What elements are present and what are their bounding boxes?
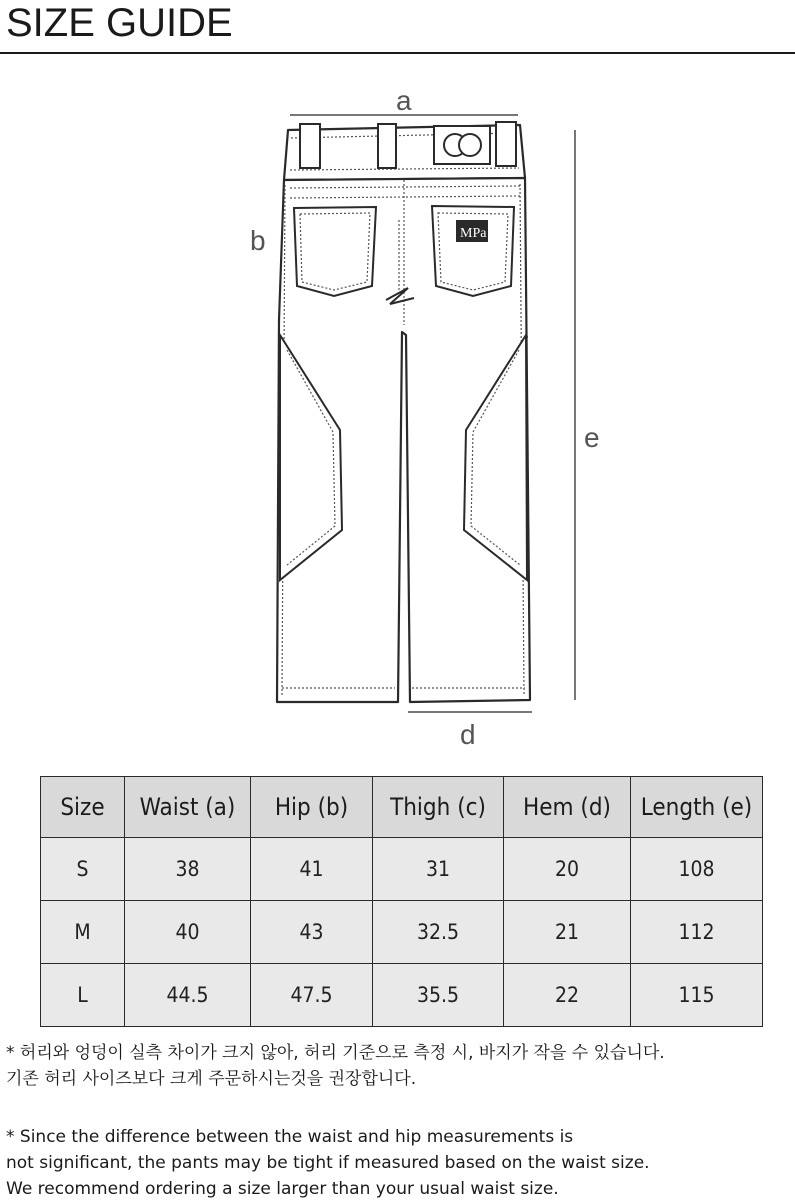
- korean-note-line-1: * 허리와 엉덩이 실측 차이가 크지 않아, 허리 기준으로 측정 시, 바지가 작을 수 있습니다.: [6, 1043, 665, 1063]
- header-size: Size: [41, 777, 125, 838]
- cell-thigh: 35.5: [373, 964, 504, 1027]
- pants-diagram: [0, 60, 795, 760]
- cell-hem: 22: [504, 964, 631, 1027]
- cell-hip: 47.5: [251, 964, 373, 1027]
- table-row: [41, 964, 763, 1027]
- cell-waist: 44.5: [125, 964, 251, 1027]
- table-row: [41, 838, 763, 901]
- cell-length: 108: [631, 838, 763, 901]
- cell-length: 115: [631, 964, 763, 1027]
- label-e: e: [584, 422, 600, 453]
- cell-hip: 43: [251, 901, 373, 964]
- header-thigh: Thigh (c): [373, 777, 504, 838]
- size-table: [40, 776, 763, 1027]
- waist-patch: [434, 126, 490, 164]
- english-note-line-2: not significant, the pants may be tight if measured based on the waist size.: [6, 1153, 650, 1173]
- english-note-line-3: We recommend ordering a size larger than your usual waist size.: [6, 1179, 559, 1199]
- cell-waist: 40: [125, 901, 251, 964]
- cell-thigh: 32.5: [373, 901, 504, 964]
- header-hem: Hem (d): [504, 777, 631, 838]
- cell-hem: 20: [504, 838, 631, 901]
- cell-waist: 38: [125, 838, 251, 901]
- cell-hem: 21: [504, 901, 631, 964]
- label-a: a: [396, 85, 412, 116]
- label-d: d: [460, 719, 476, 750]
- cell-length: 112: [631, 901, 763, 964]
- english-note: [6, 1124, 650, 1202]
- header-length: Length (e): [631, 777, 763, 838]
- cell-size: S: [41, 838, 125, 901]
- english-note-line-1: * Since the difference between the waist and hip measurements is: [6, 1127, 574, 1147]
- cell-hip: 41: [251, 838, 373, 901]
- cell-size: M: [41, 901, 125, 964]
- header-waist: Waist (a): [125, 777, 251, 838]
- korean-note-line-2: 기존 허리 사이즈보다 크게 주문하시는것을 권장합니다.: [6, 1069, 417, 1089]
- cell-thigh: 31: [373, 838, 504, 901]
- table-row: [41, 901, 763, 964]
- label-b: b: [250, 225, 266, 256]
- page-title: SIZE GUIDE: [6, 1, 233, 45]
- korean-note: [6, 1040, 665, 1092]
- cell-size: L: [41, 964, 125, 1027]
- title-divider: [0, 52, 795, 54]
- table-header-row: [41, 777, 763, 838]
- pocket-logo-text: MPa: [460, 226, 487, 241]
- header-hip: Hip (b): [251, 777, 373, 838]
